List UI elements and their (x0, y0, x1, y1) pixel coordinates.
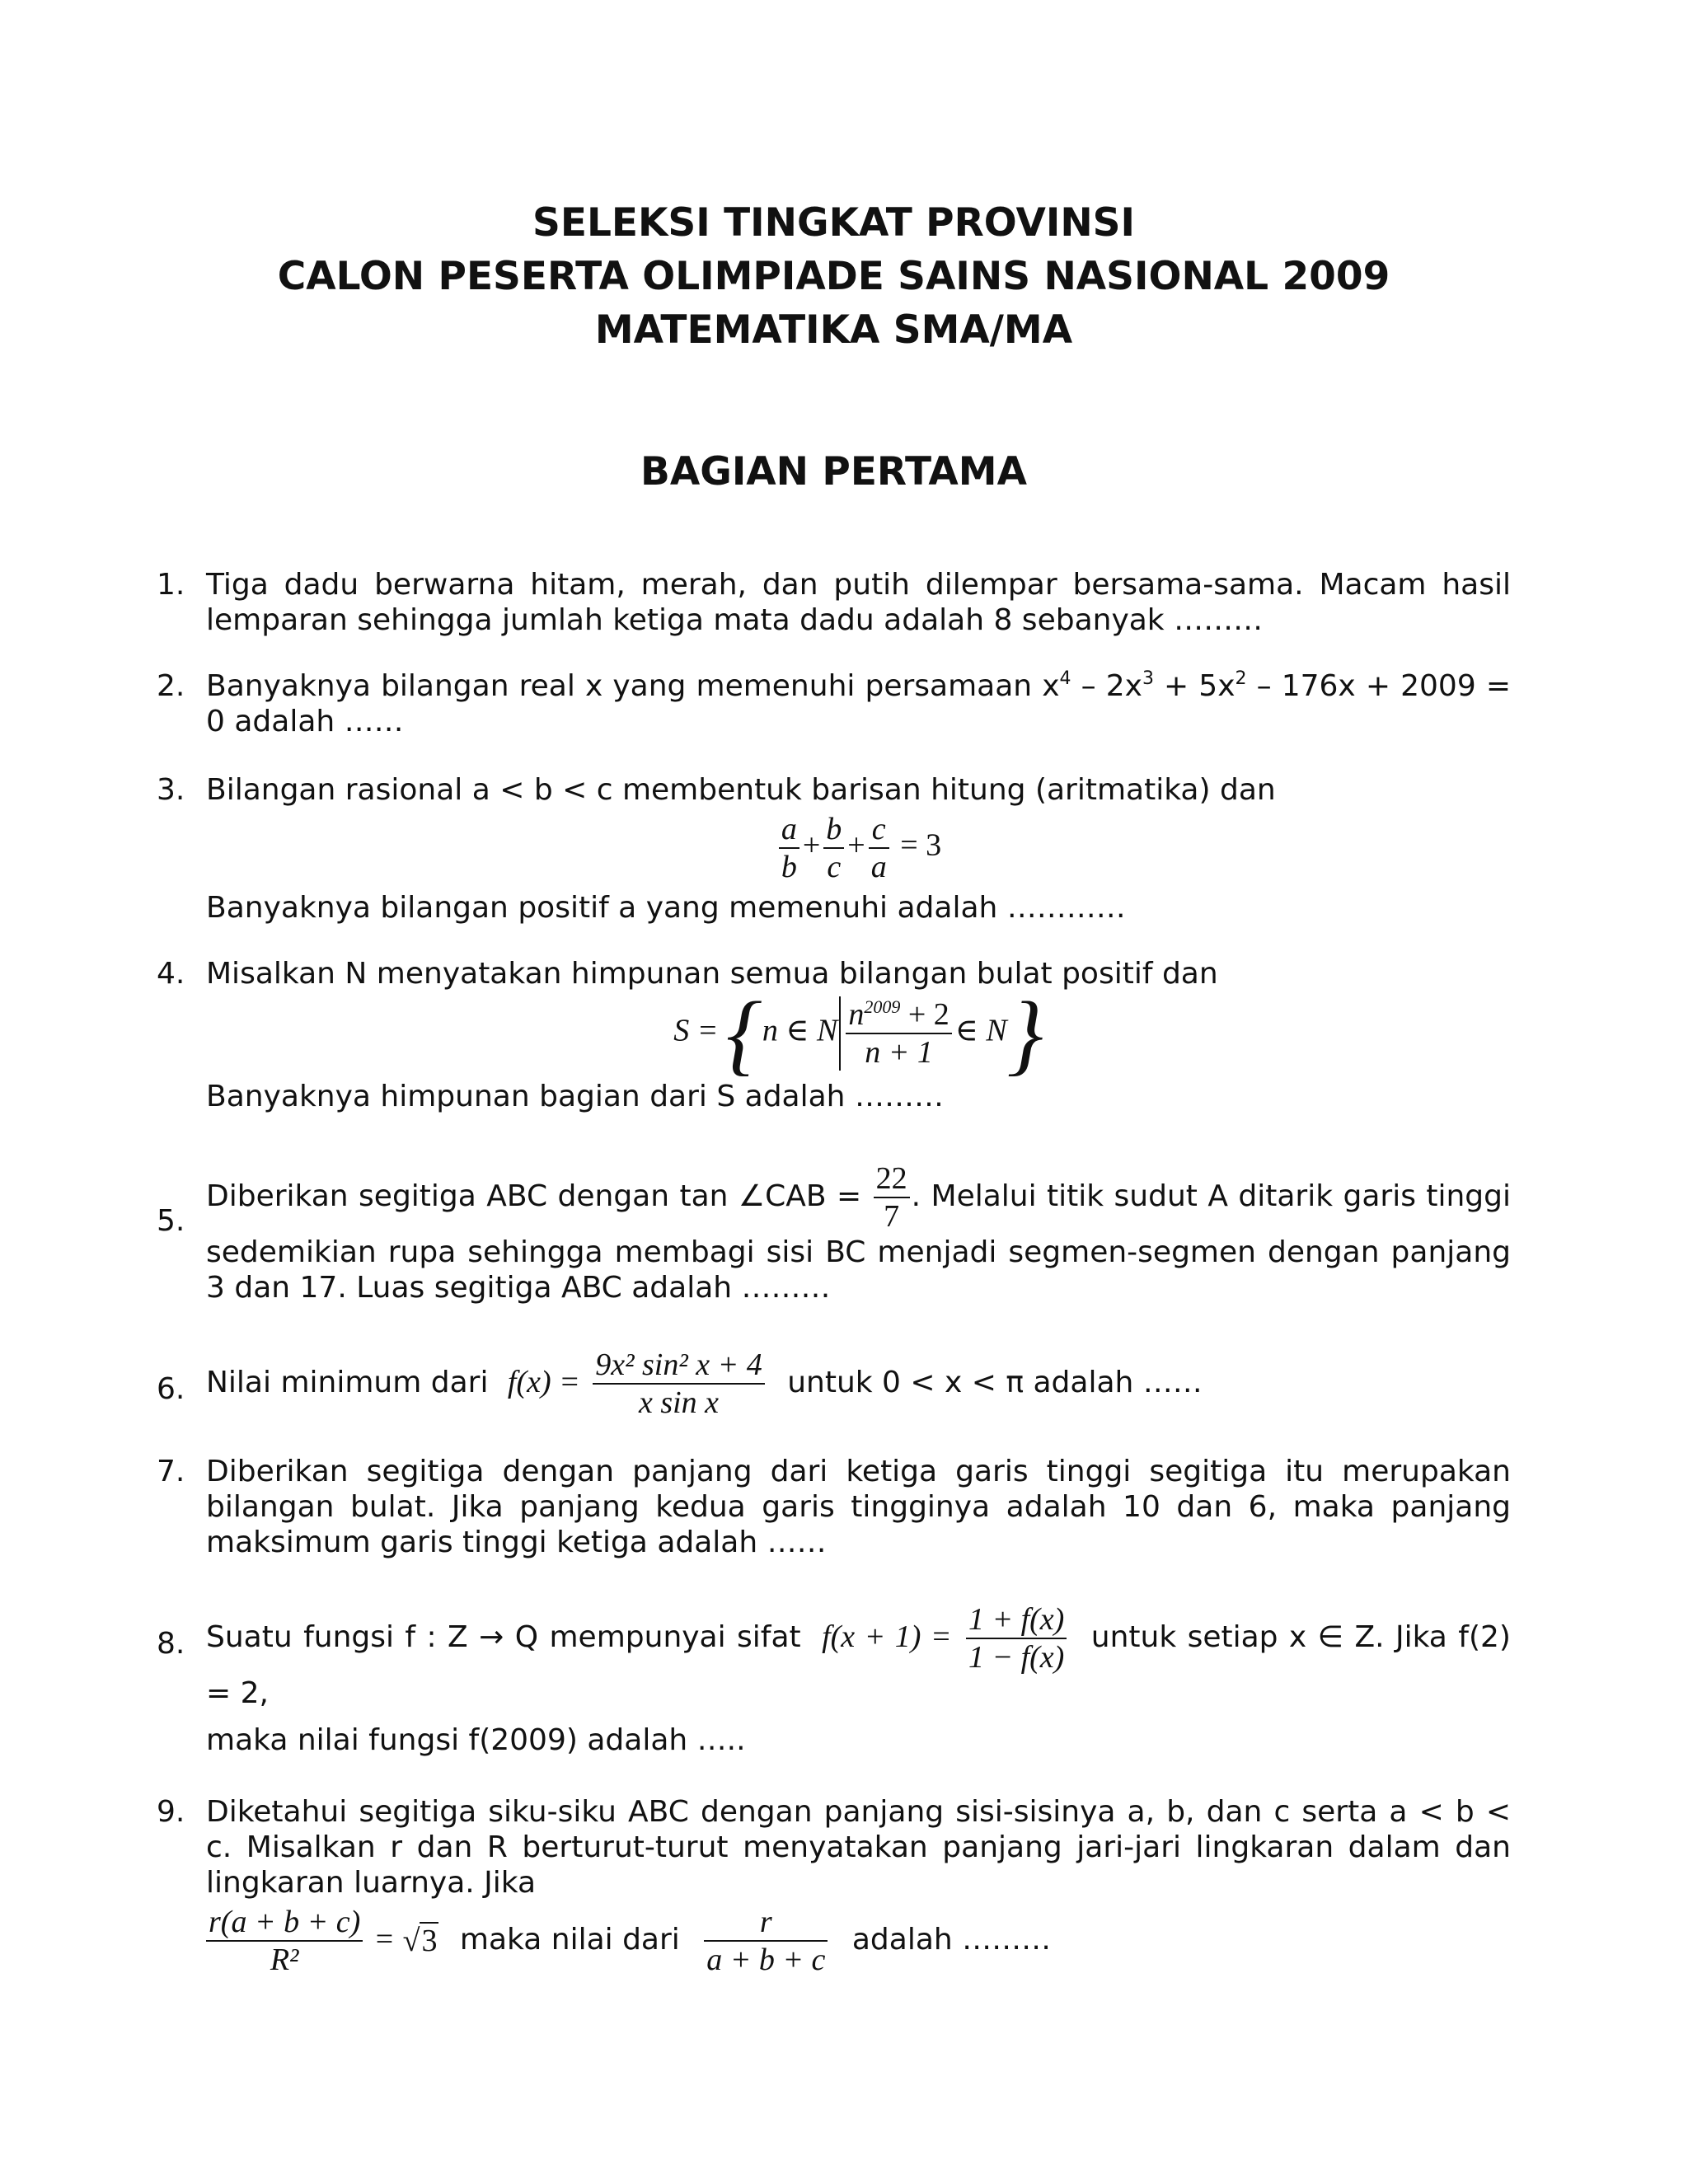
header-line-2: CALON PESERTA OLIMPIADE SAINS NASIONAL 2009 (277, 254, 1390, 299)
function-label: f(x) = (507, 1365, 580, 1399)
denominator: b (781, 850, 797, 884)
denominator: R² (270, 1943, 299, 1977)
denominator: a (870, 850, 887, 884)
numerator: r(a + b + c) (209, 1905, 361, 1939)
exponent: 4 (1059, 668, 1071, 689)
exponent: 2 (1235, 668, 1247, 689)
denominator: 7 (884, 1199, 900, 1234)
header-line-3: MATEMATIKA SMA/MA (594, 307, 1073, 353)
problem-7 (157, 1454, 1511, 1560)
equals-sign: = (375, 1922, 394, 1957)
problem-line-2: maka nilai fungsi f(2009) adalah ….. (206, 1723, 746, 1757)
problem-number: 9. (157, 1795, 185, 1829)
denominator: a + b + c (706, 1943, 826, 1977)
problem-2 (157, 668, 1511, 739)
numerator: $n^{2009} + 2$ (848, 996, 950, 1032)
problem-text-post: adalah ……… (851, 1923, 1052, 1957)
fraction (823, 811, 844, 885)
fraction (779, 811, 799, 885)
equation-rhs: = 3 (900, 827, 942, 863)
exponent: 3 (1142, 668, 1154, 689)
problem-number: 7. (157, 1455, 185, 1488)
problem-text: Tiga dadu berwarna hitam, merah, dan putih dilempar bersama-sama. Macam hasil lemparan sehingga jumlah ketiga mata dadu adalah 8 sebanyak ……… (206, 568, 1511, 637)
problem-5 (157, 1160, 1511, 1305)
problem-number: 4. (157, 957, 185, 991)
fraction (704, 1904, 828, 1978)
problem-text-mid: maka nilai dari (459, 1923, 680, 1957)
problem-number: 8. (157, 1627, 185, 1661)
problem-number: 1. (157, 568, 185, 602)
problem-text-pre: Nilai minimum dari (206, 1366, 489, 1399)
fraction (846, 996, 951, 1071)
denominator: x sin x (638, 1385, 720, 1420)
problem-outro: Banyaknya bilangan positif a yang memenuhi adalah ………… (206, 891, 1126, 925)
right-brace: } (1006, 983, 1043, 1084)
problem-9-equation-line (206, 1904, 1511, 1978)
problem-9 (157, 1794, 1511, 1978)
fraction (593, 1347, 765, 1421)
numerator: 9x² sin² x + 4 (595, 1347, 762, 1382)
problem-4 (157, 956, 1511, 1114)
problem-text-post: untuk setiap x ∈ Z. Jika f(2) = 2, (206, 1620, 1511, 1710)
problem-8 (157, 1601, 1511, 1758)
fraction (206, 1904, 363, 1978)
problem-number: 2. (157, 669, 185, 703)
left-brace: { (725, 983, 762, 1084)
numerator: r (759, 1905, 772, 1939)
square-root: √3 (402, 1923, 438, 1958)
problem-text-post: – 176x + 2009 = 0 adalah …… (206, 669, 1511, 738)
problem-intro: Misalkan N menyatakan himpunan semua bilangan bulat positif dan (206, 957, 1218, 991)
set-element: n ∈ N (762, 1013, 838, 1048)
problem-text: Diketahui segitiga siku-siku ABC dengan panjang sisi-sisinya a, b, dan c serta a < b < c. Misalkan r dan R berturut-turut menyatakan panjang jari-jari lingkaran dalam dan lingkaran luarnya. Jika (206, 1795, 1511, 1900)
denominator: c (827, 850, 842, 884)
set-equation (206, 983, 1511, 1084)
problem-text-post: . Melalui titik sudut A ditarik garis tinggi sedemikian rupa sehingga membagi sisi BC menjadi segmen-segmen dengan panjang 3 dan 17. Luas segitiga ABC adalah ……… (206, 1179, 1512, 1305)
problem-number: 5. (157, 1204, 185, 1238)
problem-number: 3. (157, 773, 185, 807)
problem-text: Diberikan segitiga dengan panjang dari ketiga garis tinggi segitiga itu merupakan bilangan bulat. Jika panjang kedua garis tingginya adalah 10 dan 6, maka panjang maksimum garis tinggi ketiga adalah …… (206, 1455, 1511, 1559)
numerator: 22 (875, 1161, 907, 1196)
numerator: 1 + f(x) (968, 1602, 1065, 1637)
numerator: c (871, 812, 886, 846)
set-separator (839, 996, 841, 1071)
problem-intro: Bilangan rasional a < b < c membentuk barisan hitung (aritmatika) dan (206, 773, 1276, 807)
problem-text-mid: – 2x (1071, 669, 1142, 703)
problem-text-pre: Diberikan segitiga ABC dengan tan ∠CAB = (206, 1179, 862, 1213)
fraction (966, 1601, 1067, 1675)
problem-3 (157, 772, 1511, 926)
problem-1 (157, 567, 1511, 638)
set-condition: ∈ N (954, 1013, 1007, 1048)
problem-number: 6. (157, 1372, 185, 1406)
problem-list (157, 567, 1511, 1978)
radicand: 3 (421, 1923, 438, 1958)
problem-outro: Banyaknya himpunan bagian dari S adalah ……… (206, 1080, 944, 1113)
denominator: n + 1 (865, 1035, 933, 1070)
problem-6 (157, 1347, 1511, 1421)
equation: $\frac{a}{b}$ + $\frac{b}{c}$ + $\frac{c}{a}$ = 3 (206, 811, 1511, 885)
problem-text-pre: Suatu fungsi f : Z → Q mempunyai sifat (206, 1620, 801, 1654)
denominator: 1 − f(x) (968, 1640, 1065, 1675)
problem-text-mid: + 5x (1153, 669, 1236, 703)
header-line-1: SELEKSI TINGKAT PROVINSI (532, 200, 1136, 246)
function-label: f(x + 1) = (822, 1619, 952, 1654)
problem-text-pre: Banyaknya bilangan real x yang memenuhi persamaan x (206, 669, 1060, 703)
fraction-tan-value (874, 1160, 910, 1235)
numerator: b (826, 812, 842, 846)
fraction (869, 811, 889, 885)
numerator: a (781, 812, 797, 846)
section-title: BAGIAN PERTAMA (640, 449, 1027, 494)
problem-text-post: untuk 0 < x < π adalah …… (787, 1366, 1203, 1399)
set-lhs: S = (673, 1013, 719, 1048)
